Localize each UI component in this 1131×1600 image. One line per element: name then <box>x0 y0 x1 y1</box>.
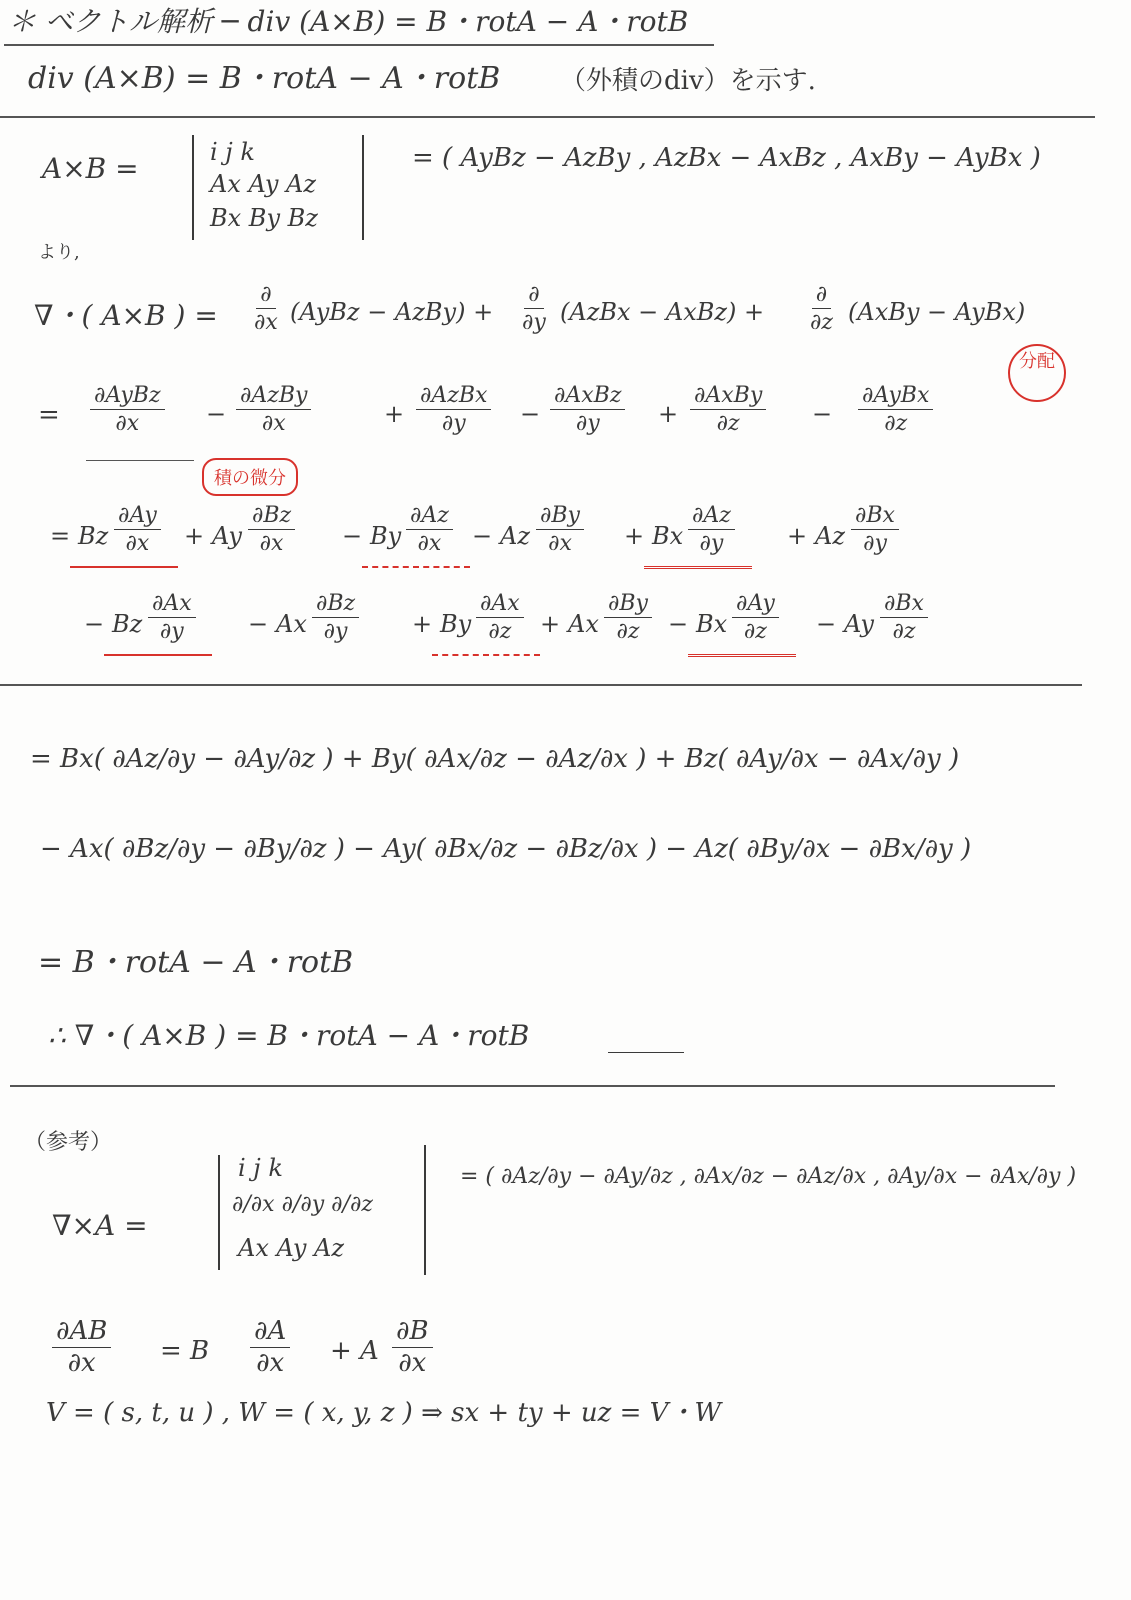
conclusion-arrow <box>608 1052 684 1053</box>
curl-row-1: i j k <box>238 1154 283 1182</box>
r1-frac-1: $\frac{\partial Bz}{\partial x}$ <box>248 504 295 555</box>
r1-sign-5: + <box>787 522 808 550</box>
product-rule-note: 積の微分 <box>202 458 298 496</box>
title-underline <box>4 44 714 46</box>
r2-coef-3: Ax <box>568 610 599 638</box>
r2-frac-1: $\frac{\partial Bz}{\partial y}$ <box>312 592 359 643</box>
r2-sign-1: − <box>248 610 269 638</box>
r2-frac-0: $\frac{\partial Ax}{\partial y}$ <box>148 592 196 643</box>
r2-sign-5: − <box>816 610 837 638</box>
eq-sign-expand: = <box>38 400 60 430</box>
cross-lhs: A×B = <box>42 152 139 185</box>
r1-coef-1: Ay <box>212 522 242 550</box>
div-term-3: (AxBy − AyBx) <box>848 298 1026 326</box>
product-rule-b: = B <box>160 1336 210 1366</box>
r2-sign-3: + <box>540 610 561 638</box>
frac-n2: ∂AzBy ∂x <box>236 384 311 435</box>
r1-coef-3: Az <box>500 522 530 550</box>
r2-mark-4 <box>688 654 796 657</box>
product-rule-bracket <box>86 460 194 461</box>
grouped-line-2: − Ax( ∂Bz/∂y − ∂By/∂z ) − Ay( ∂Bx/∂z − ∂Bz/∂x ) − Az( ∂By/∂x − ∂Bx/∂y ) <box>40 834 972 864</box>
conclusion: ∴ ∇・( A×B ) = B・rotA − A・rotB <box>48 1019 530 1052</box>
div-term-1: (AyBz − AzBy) + <box>290 298 494 326</box>
r1-coef-4: Bx <box>652 522 684 550</box>
det-row-2: Ax Ay Az <box>210 170 317 198</box>
frac-n5: ∂AxBy ∂z <box>690 384 766 435</box>
divider-2 <box>0 684 1082 686</box>
r2-frac-5: $\frac{\partial Bx}{\partial z}$ <box>880 592 928 643</box>
det-bar-right <box>362 135 364 240</box>
frac-n6: ∂AyBx ∂z <box>858 384 933 435</box>
minus-3: − <box>812 400 833 428</box>
plus-1: + <box>384 400 405 428</box>
curl-row-2: ∂/∂x ∂/∂y ∂/∂z <box>232 1192 373 1217</box>
partial-z-1: ∂ ∂z <box>810 282 833 336</box>
r2-mark-0 <box>104 654 212 656</box>
partial-x-1: ∂ ∂x <box>254 282 278 336</box>
det-row-3: Bx By Bz <box>210 204 318 232</box>
r1-sign-2: − <box>342 522 363 550</box>
curl-lhs: ∇×A = <box>52 1209 148 1242</box>
r2-frac-3: $\frac{\partial By}{\partial z}$ <box>604 592 652 643</box>
page-title: ＊ ベクトル解析 ─ div (A×B) = B・rotA − A・rotB <box>8 5 689 38</box>
r2-sign-2: + <box>412 610 433 638</box>
product-rule-frac-a: $\frac{\partial A}{\partial x}$ <box>250 1318 290 1378</box>
r1-frac-0: $\frac{\partial Ay}{\partial x}$ <box>114 504 161 555</box>
curl-bar-right <box>424 1145 426 1275</box>
r1-sign-0: = <box>50 522 71 550</box>
det-bar-left <box>192 135 194 240</box>
r2-sign-0: − <box>84 610 105 638</box>
divider-1 <box>0 116 1095 118</box>
partial-y-1: ∂ ∂y <box>522 282 546 336</box>
r2-coef-5: Ay <box>844 610 874 638</box>
minus-2: − <box>520 400 541 428</box>
r1-mark-4 <box>644 566 752 569</box>
statement: div (A×B) = B・rotA − A・rotB <box>28 61 501 96</box>
frac-n3: ∂AzBx ∂y <box>416 384 491 435</box>
statement-note: （外積のdiv）を示す. <box>560 66 816 96</box>
r1-frac-2: $\frac{\partial Az}{\partial x}$ <box>406 504 453 555</box>
r2-frac-2: $\frac{\partial Ax}{\partial z}$ <box>476 592 524 643</box>
r2-coef-4: Bx <box>696 610 728 638</box>
reference-label: （参考） <box>24 1130 113 1155</box>
distribute-note: 分配 <box>1008 344 1066 402</box>
product-rule-frac-b: $\frac{\partial B}{\partial x}$ <box>392 1318 433 1378</box>
dot-product-line: V = ( s, t, u ) , W = ( x, y, z ) ⇒ sx + ty + uz = V・W <box>46 1398 722 1428</box>
frac-n4: ∂AxBz ∂y <box>550 384 625 435</box>
r1-mark-0 <box>70 566 178 568</box>
curl-bar-left <box>218 1155 220 1270</box>
r2-sign-4: − <box>668 610 689 638</box>
r1-frac-3: $\frac{\partial By}{\partial x}$ <box>536 504 584 555</box>
r2-mark-2 <box>432 654 540 656</box>
r1-sign-4: + <box>624 522 645 550</box>
minus-1: − <box>206 400 227 428</box>
r2-coef-1: Ax <box>276 610 307 638</box>
r1-frac-4: $\frac{\partial Az}{\partial y}$ <box>688 504 735 555</box>
cross-rhs: = ( AyBz − AzBy , AzBx − AxBz , AxBy − AyBx ) <box>412 143 1041 173</box>
product-rule-lhs: $\frac{\partial AB}{\partial x}$ <box>52 1318 111 1378</box>
frac-n1: ∂AyBz ∂x <box>90 384 165 435</box>
div-term-2: (AzBx − AxBz) + <box>560 298 765 326</box>
r1-frac-5: $\frac{\partial Bx}{\partial y}$ <box>851 504 899 555</box>
r1-mark-2 <box>362 566 470 568</box>
r2-frac-4: $\frac{\partial Ay}{\partial z}$ <box>732 592 779 643</box>
curl-row-3: Ax Ay Az <box>238 1234 345 1262</box>
r1-coef-2: By <box>370 522 402 550</box>
r2-coef-2: By <box>440 610 472 638</box>
plus-2: + <box>658 400 679 428</box>
grouped-line-1: = Bx( ∂Az/∂y − ∂Ay/∂z ) + By( ∂Ax/∂z − ∂Az/∂x ) + Bz( ∂Ay/∂x − ∂Ax/∂y ) <box>30 744 960 774</box>
curl-rhs: = ( ∂Az/∂y − ∂Ay/∂z , ∂Ax/∂z − ∂Az/∂x , ∂Ay/∂x − ∂Ax/∂y ) <box>460 1164 1077 1189</box>
r1-sign-3: − <box>472 522 493 550</box>
r1-sign-1: + <box>184 522 205 550</box>
det-row-1: i j k <box>210 138 255 166</box>
r1-coef-5: Az <box>815 522 845 550</box>
grouped-line-3: = B・rotA − A・rotB <box>38 945 354 980</box>
div-lhs: ∇・( A×B ) = <box>34 299 218 332</box>
since-label: より, <box>38 242 80 263</box>
r2-coef-0: Bz <box>112 610 143 638</box>
r1-coef-0: Bz <box>78 522 109 550</box>
product-rule-a: + A <box>330 1336 379 1366</box>
divider-3 <box>10 1085 1055 1087</box>
